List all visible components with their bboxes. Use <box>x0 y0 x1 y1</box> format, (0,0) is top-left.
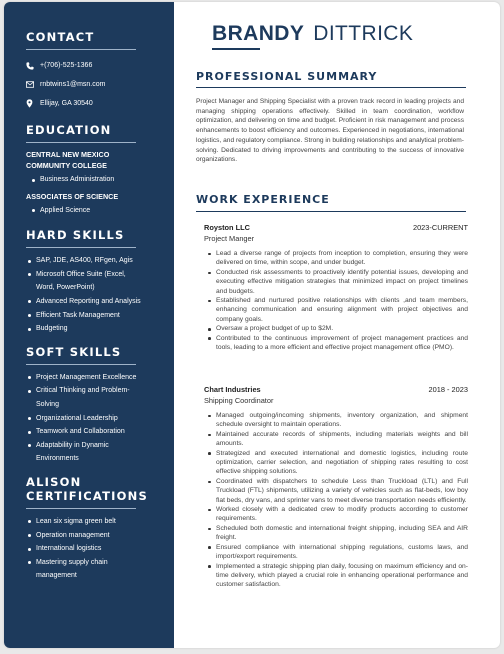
phone-row <box>26 56 164 75</box>
list-item: Operation management <box>26 529 136 543</box>
list-item: Business Administration <box>30 173 164 187</box>
summary-text: Project Manager and Shipping Specialist with a proven track record in leading projects and managing shipping operations effectively. Skilled in team coordination, workflow optimization, and delivering on time and budget. Proficient in risk management and process enhancements to boost efficiency and outcomes. Experienced in negotiations, international logistics, and regulatory compliance. Strong in building relationships and analytical problem-solving. Dedicated to driving improvements and contributing to the success of innovative organizations. <box>196 98 464 164</box>
list-item: SAP, JDE, AS400, RFgen, Agis <box>26 254 144 268</box>
degree-list <box>30 204 164 218</box>
list-item: Implemented a strategic shipping plan daily, focusing on maximum efficiency and on-time delivery, which played a crucial role in enhancing operational performance and customer satisfaction. <box>204 562 468 590</box>
summary-divider <box>196 87 466 88</box>
list-item: International logistics <box>26 542 136 556</box>
last-name: DITTRICK <box>313 22 414 45</box>
hard-skills-list <box>26 254 144 336</box>
job-title: Shipping Coordinator <box>204 396 274 405</box>
list-item: Budgeting <box>26 322 144 336</box>
sidebar <box>4 2 174 648</box>
list-item: Oversaw a project budget of up to $2M. <box>204 324 468 333</box>
list-item: Worked closely with a dedicated crew to modify products according to customer requirements. <box>204 505 468 524</box>
list-item: Adaptability in Dynamic Environments <box>26 439 144 466</box>
soft-skills-divider <box>26 364 136 365</box>
list-item: Efficient Task Management <box>26 309 144 323</box>
school-name: CENTRAL NEW MEXICO COMMUNITY COLLEGE <box>26 150 110 170</box>
certifications-divider <box>26 508 136 509</box>
job-dates: 2023-CURRENT <box>412 223 468 232</box>
job-entry-royston <box>204 223 468 352</box>
list-item: Strategized and executed international and domestic logistics, including route optimization, carrier selection, and negotiation of shipping rates resulting to cost effective shipping solutions. <box>204 449 468 477</box>
job-bullets <box>204 249 468 352</box>
list-item: Lean six sigma green belt <box>26 515 136 529</box>
list-item: Microsoft Office Suite (Excel, Word, PowerPoint) <box>26 268 144 295</box>
location-pin-icon <box>26 99 40 108</box>
list-item: Maintained accurate records of shipments, including materials weights and bill amounts. <box>204 430 468 449</box>
list-item: Mastering supply chain management <box>26 556 136 583</box>
resume-page <box>4 2 500 648</box>
list-item: Advanced Reporting and Analysis <box>26 295 144 309</box>
candidate-name <box>212 22 413 46</box>
job-company: Chart Industries <box>204 385 261 394</box>
contact-heading: CONTACT <box>26 30 95 44</box>
name-underline <box>212 48 260 50</box>
email-text[interactable]: rnbtwins1@msn.com <box>40 81 106 88</box>
contact-divider <box>26 49 136 50</box>
experience-divider <box>196 211 466 212</box>
list-item: Ensured compliance with international shipping regulations, customs laws, and import/export requirements. <box>204 543 468 562</box>
soft-skills-heading: SOFT SKILLS <box>26 344 122 359</box>
email-row <box>26 75 164 94</box>
location-row <box>26 94 164 113</box>
education-heading: EDUCATION <box>26 123 112 137</box>
list-item: Applied Science <box>30 204 164 218</box>
hard-skills-divider <box>26 247 136 248</box>
education-divider <box>26 142 136 143</box>
experience-heading: WORK EXPERIENCE <box>196 193 330 206</box>
email-icon <box>26 81 40 88</box>
soft-skills-list <box>26 371 144 466</box>
job-header <box>204 223 468 232</box>
certifications-list <box>26 515 136 583</box>
certifications-heading-line2: CERTIFICATIONS <box>26 488 148 503</box>
summary-heading: PROFESSIONAL SUMMARY <box>196 70 378 83</box>
list-item: Coordinated with dispatchers to schedule Less than Truckload (LTL) and Full Truckload (FTL) shipments, utilizing a variety of vehicles such as flat-beds, low boy flat beds, dry vans, and sprinter vans to meet diverse transportation needs efficiently. <box>204 477 468 505</box>
certifications-heading-line1: ALISON <box>26 474 82 489</box>
list-item: Lead a diverse range of projects from inception to completion, ensuring they were delivered on time, within scope, and under budget. <box>204 249 468 268</box>
list-item: Organizational Leadership <box>26 412 144 426</box>
list-item: Teamwork and Collaboration <box>26 425 144 439</box>
phone-icon <box>26 62 40 70</box>
location-text: Ellijay, GA 30540 <box>40 100 93 107</box>
list-item: Critical Thinking and Problem-Solving <box>26 384 144 411</box>
job-company: Royston LLC <box>204 223 250 232</box>
list-item: Established and nurtured positive relationships with clients ,and team members, enhancing communication and ensuring alignment with project objectives and company goals. <box>204 296 468 324</box>
first-name: BRANDY <box>212 22 305 45</box>
hard-skills-heading: HARD SKILLS <box>26 228 125 243</box>
phone-text[interactable]: +(706)-525-1366 <box>40 62 93 69</box>
list-item: Contributed to the continuous improvement of project management practices and tools, leading to a more efficient and effective project management office (PMO). <box>204 334 468 353</box>
job-bullets <box>204 411 468 590</box>
job-title: Project Manger <box>204 234 255 243</box>
list-item: Project Management Excellence <box>26 371 144 385</box>
list-item: Conducted risk assessments to proactively identify potential issues, developing and executing effective mitigation strategies that minimized impact on project timelines and budgets. <box>204 268 468 296</box>
list-item: Managed outgoing/incoming shipments, inventory organization, and shipment schedule oversight to maintain operations. <box>204 411 468 430</box>
list-item: Scheduled both domestic and international freight shipping, including SEA and AIR freight. <box>204 524 468 543</box>
job-header <box>204 385 468 394</box>
job-dates: 2018 - 2023 <box>428 385 468 394</box>
degree-name: ASSOCIATES OF SCIENCE <box>26 191 119 201</box>
job-entry-chart-industries <box>204 385 468 590</box>
school-list <box>30 173 164 187</box>
